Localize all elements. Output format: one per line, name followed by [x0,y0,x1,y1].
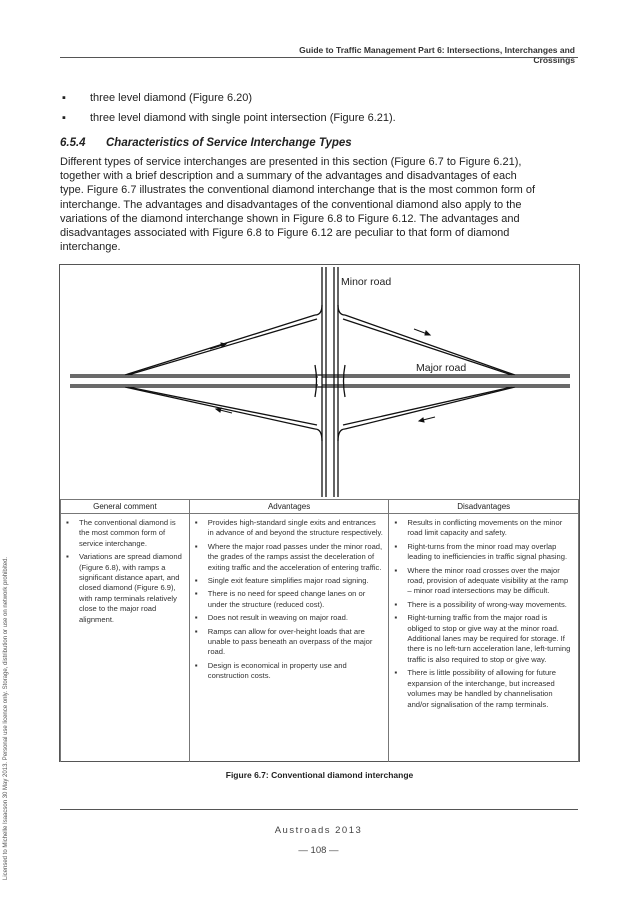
disadvantage-item: ▪ Results in conflicting movements on the minor road limit capacity and safety. [394,518,573,539]
footer-rule [60,809,578,810]
figure-caption: Figure 6.7: Conventional diamond interchange [225,770,414,780]
arrow-head [216,408,221,412]
advantage-item: ▪ Does not result in weaving on major road. [195,613,384,623]
paragraph-line: together with a brief description and a summary of the advantages and disadvantages of each [60,170,517,183]
ramp [128,387,317,425]
figure-box [59,264,580,762]
disadvantage-item: ▪ There is a possibility of wrong-way movements. [394,600,573,610]
disadvantages-cell [389,514,579,762]
major-road-label: Major road [416,362,467,374]
paragraph-line: disadvantages associated with Figure 6.8 to Figure 6.12 are peculiar to that form of diamond [60,227,510,240]
header-general-comment: General comment [61,500,190,514]
disadvantage-item: ▪ Right-turning traffic from the major road is obliged to stop or give way at the minor road. Additional lanes may be required for storage. If there is no left-turn acceleration lane, left-turning traffic is also required to stop or give way. [394,613,573,665]
header-advantages: Advantages [189,500,389,514]
bridge-abutment [344,365,346,397]
general-comment-item: ▪ The conventional diamond is the most common form of service interchange. [66,518,184,549]
bridge-abutment [315,365,317,397]
ramp-terminal [338,429,345,441]
disadvantage-item: ▪ There is little possibility of allowing for future expansion of the interchange, but increased volumes may be handled by channelisation and/or signalisation of the ramp terminals. [394,668,573,710]
header-rule [60,57,578,58]
ramp [125,315,315,375]
bullet-item [62,112,396,124]
arrow-head [425,331,430,335]
paragraph-line: variations of the diamond interchange shown in Figure 6.8 to Figure 6.12. The advantages and [60,212,520,225]
diamond-interchange-diagram [60,265,579,499]
ramp-terminal [315,305,322,315]
bullet-item [62,92,252,104]
general-comment-item: ▪ Variations are spread diamond (Figure 6.8), with ramps a significant distance apart, and closed diamond (Figure 6.9), with ramp terminals relatively close to the major road alignment. [66,552,184,625]
licence-side-note: Licensed to Michelle Isaacson 30 May 2013. Personal use licence only. Storage, distribution or use on network prohibited. [3,556,9,880]
bullet-mark: ▪ [62,92,66,104]
ramp-terminal [315,429,322,441]
general-comment-cell [61,514,190,762]
paragraph-line: type. Figure 6.7 illustrates the conventional diamond interchange that is the most common form of [60,184,536,197]
ramp [345,387,515,429]
section-heading [60,137,352,149]
footer-org: Austroads 2013 [274,825,363,836]
ramp-terminal [338,305,345,315]
paragraph-line: Different types of service interchanges are presented in this section (Figure 6.7 to Figure 6.21), [60,156,522,168]
minor-road-label: Minor road [341,276,392,288]
advantage-item: ▪ Ramps can allow for over-height loads that are unable to pass beneath an overpass of the major road. [195,627,384,658]
paragraph-line: interchange. The advantages and disadvantages of the conventional diamond also apply to the [60,198,522,211]
advantages-cell [189,514,389,762]
header-disadvantages: Disadvantages [389,500,579,514]
comparison-table [60,499,579,762]
section-paragraph [60,155,580,254]
advantage-item: ▪ Design is economical in property use and construction costs. [195,661,384,682]
disadvantage-item: ▪ Right-turns from the minor road may overlap leading to inefficiencies in traffic signal phasing. [394,542,573,563]
bullet-mark: ▪ [62,112,66,124]
disadvantage-item: ▪ Where the minor road crosses over the major road, provision of adequate visibility at the ramp – minor road intersections may be difficult. [394,566,573,597]
section-title: Characteristics of Service Interchange Types [106,137,352,149]
bullet-text: three level diamond with single point intersection (Figure 6.21). [90,112,396,124]
advantage-item: ▪ There is no need for speed change lanes on or under the structure (reduced cost). [195,589,384,610]
section-number: 6.5.4 [60,137,86,149]
advantage-item: ▪ Provides high-standard single exits and entrances in advance of and beyond the structure respectively. [195,518,384,539]
paragraph-line: interchange. [60,241,121,254]
advantage-item: ▪ Single exit feature simplifies major road signing. [195,576,384,586]
page-number: — 108 — [298,845,339,856]
advantage-item: ▪ Where the major road passes under the minor road, the grades of the ramps assist the deceleration of exiting traffic and the acceleration of entering traffic. [195,542,384,573]
running-header: Guide to Traffic Management Part 6: Intersections, Interchanges and Crossings [299,45,575,65]
arrow-head [419,418,424,422]
bullet-text: three level diamond (Figure 6.20) [90,92,253,104]
